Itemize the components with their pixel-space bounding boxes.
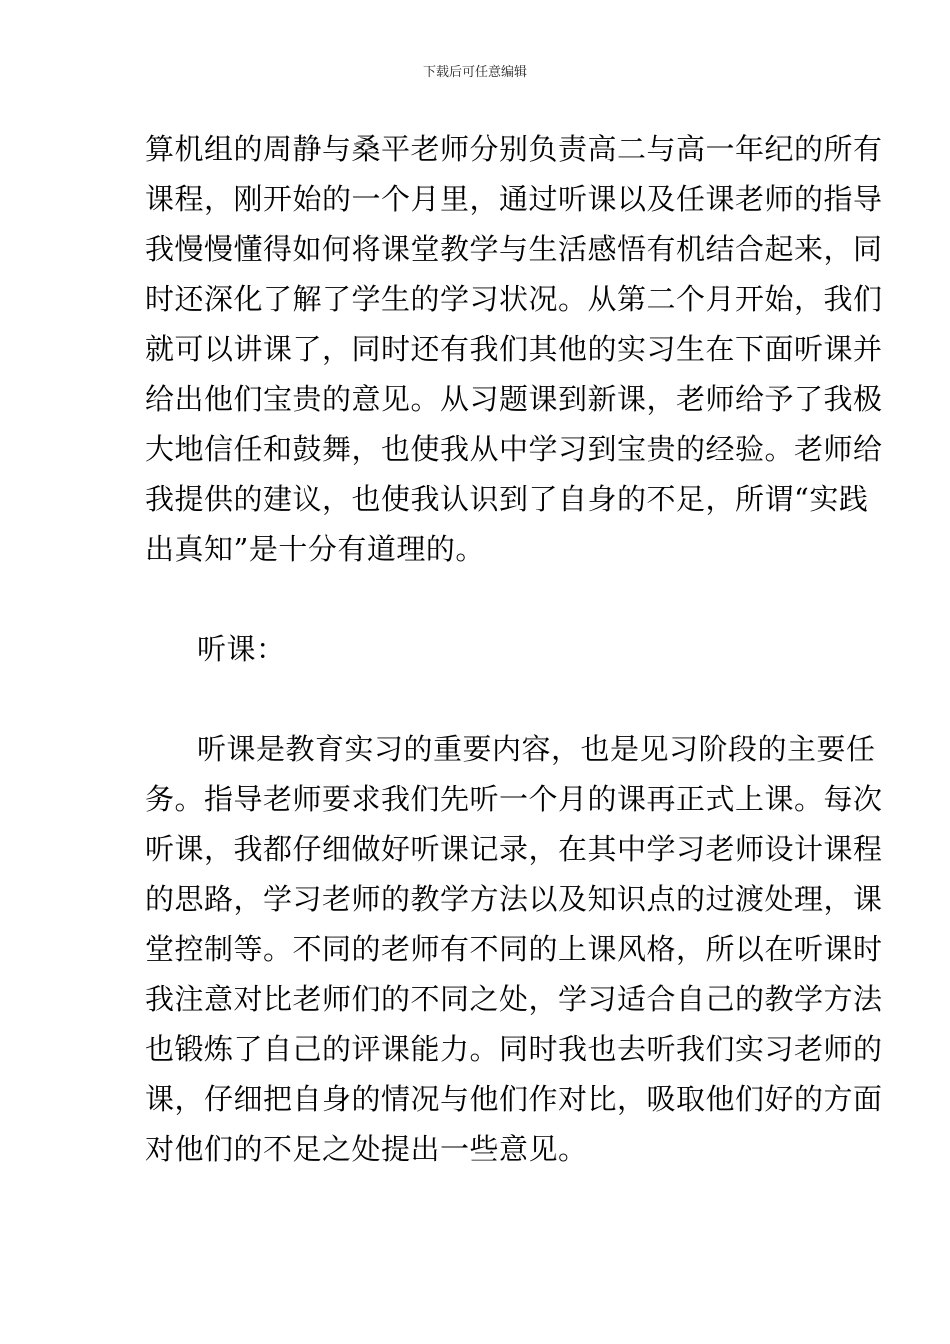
paragraph-line: 也锻炼了自己的评课能力。同时我也去听我们实习老师的: [145, 1032, 883, 1066]
paragraph-line: 大地信任和鼓舞，也使我从中学习到宝贵的经验。老师给: [145, 432, 883, 466]
paragraph-line: 课程，刚开始的一个月里，通过听课以及任课老师的指导: [145, 182, 883, 216]
header-note: 下载后可任意编辑: [422, 65, 527, 80]
paragraph-line: 务。指导老师要求我们先听一个月的课再正式上课。每次: [145, 782, 883, 816]
paragraph-line: 堂控制等。不同的老师有不同的上课风格，所以在听课时: [145, 932, 883, 966]
paragraph-line: 的思路，学习老师的教学方法以及知识点的过渡处理，课: [145, 882, 883, 916]
paragraph-line: 课，仔细把自身的情况与他们作对比，吸取他们好的方面: [145, 1082, 883, 1116]
paragraph-line: 给出他们宝贵的意见。从习题课到新课，老师给予了我极: [145, 382, 883, 416]
paragraph-line: 听课，我都仔细做好听课记录，在其中学习老师设计课程: [145, 832, 883, 866]
paragraph-line: 出真知”是十分有道理的。: [145, 532, 485, 566]
paragraph-line: 对他们的不足之处提出一些意见。: [145, 1132, 588, 1166]
section-heading: 听课：: [197, 632, 286, 666]
paragraph-line: 就可以讲课了，同时还有我们其他的实习生在下面听课并: [145, 332, 883, 366]
paragraph-line: 我提供的建议，也使我认识到了自身的不足，所谓“实践: [145, 482, 869, 516]
paragraph-line: 我慢慢懂得如何将课堂教学与生活感悟有机结合起来，同: [145, 232, 883, 266]
paragraph-line: 我注意对比老师们的不同之处，学习适合自己的教学方法: [145, 982, 883, 1016]
paragraph-line: 听课是教育实习的重要内容，也是见习阶段的主要任: [197, 732, 876, 766]
paragraph-line: 时还深化了解了学生的学习状况。从第二个月开始，我们: [145, 282, 883, 316]
paragraph-line: 算机组的周静与桑平老师分别负责高二与高一年纪的所有: [145, 132, 883, 166]
